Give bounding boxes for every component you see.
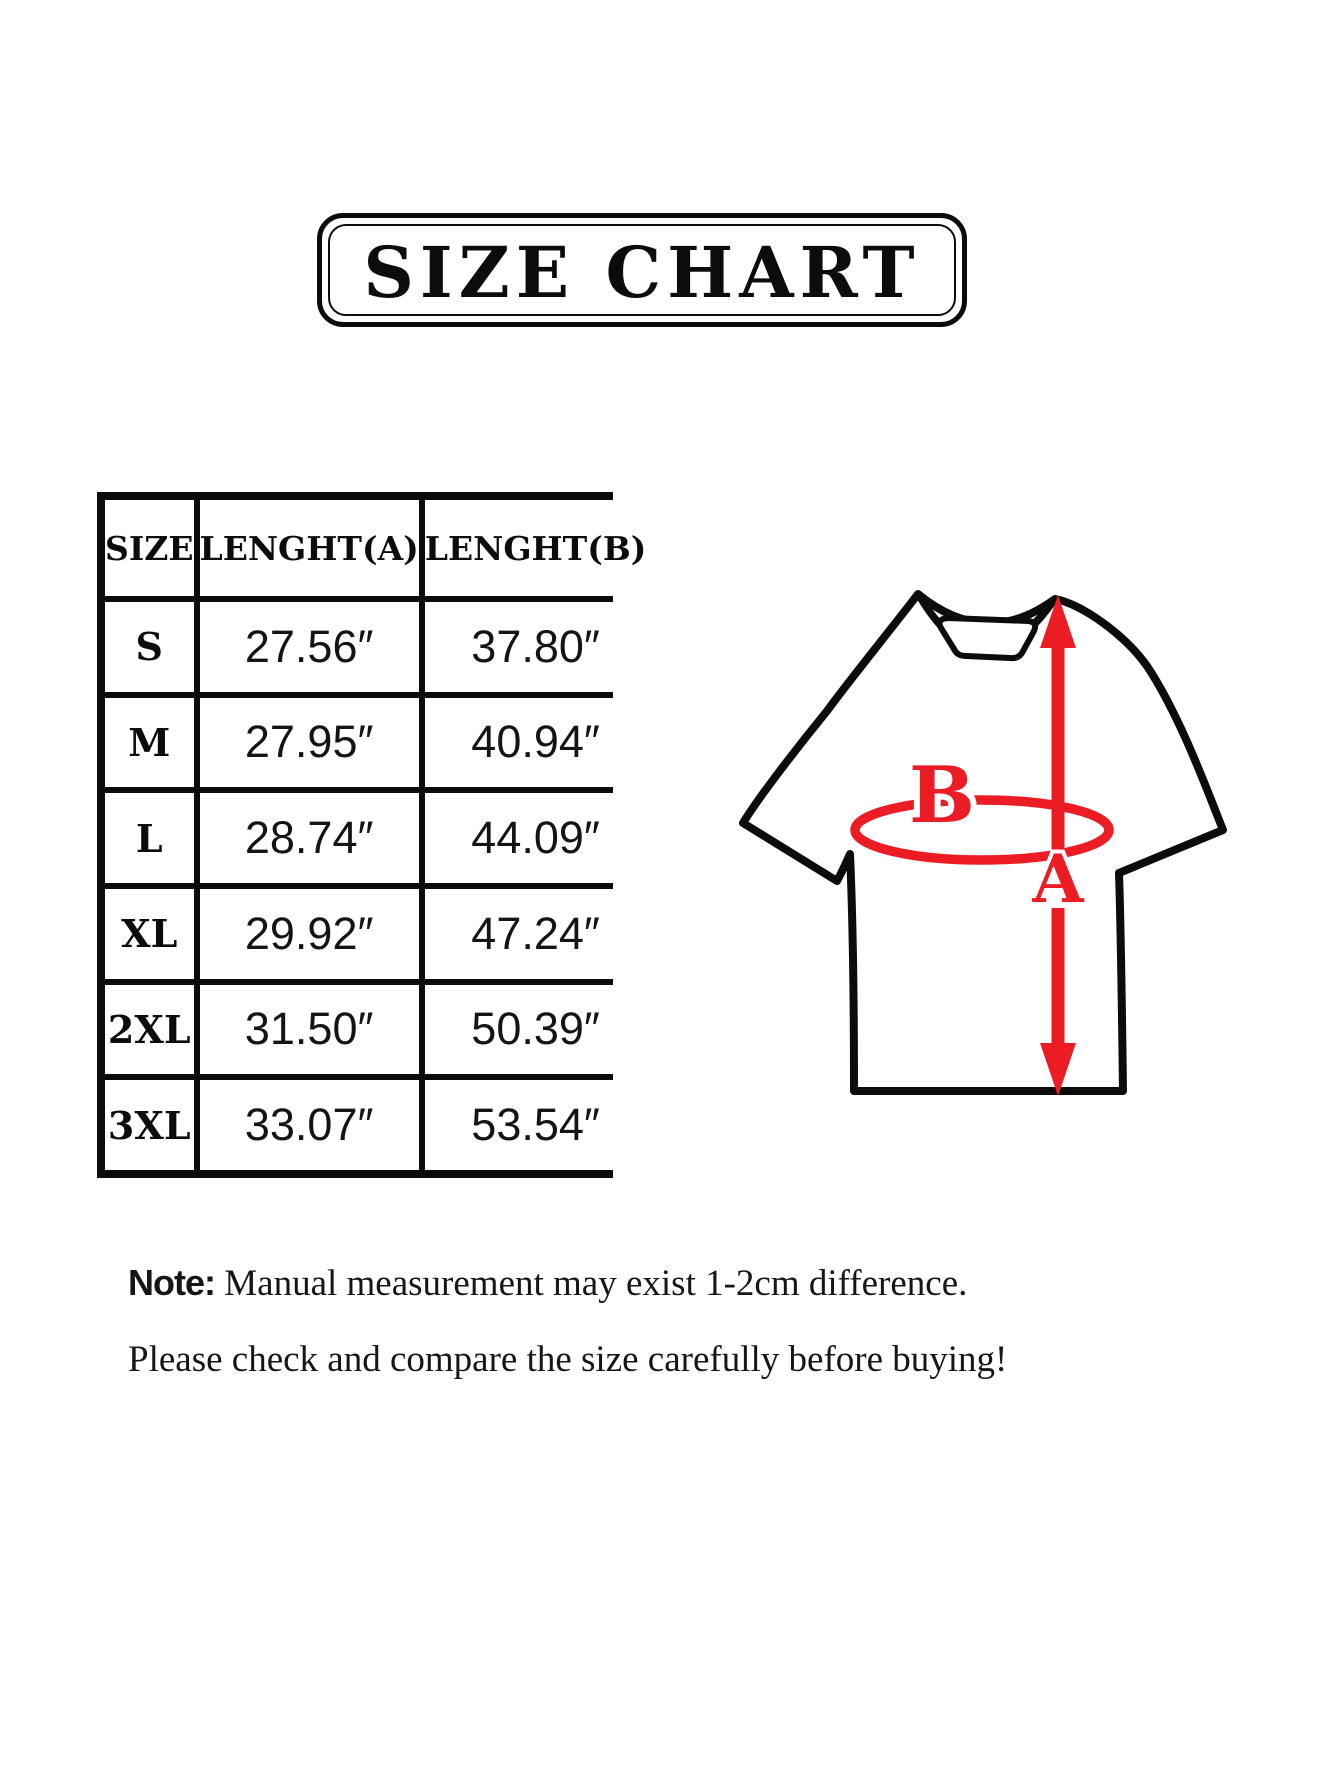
row-3xl-length-a: 33.07″ — [200, 1080, 419, 1170]
length-arrow-shaft-top — [1052, 642, 1065, 854]
row-3xl-length-b: 53.54″ — [425, 1080, 647, 1170]
table-header-length-a: LENGHT(A) — [200, 500, 419, 596]
row-l-size: L — [105, 793, 194, 883]
table-header-length-b: LENGHT(B) — [425, 500, 647, 596]
note-prefix: Note: — [128, 1262, 215, 1303]
tshirt-diagram — [630, 492, 1290, 1122]
row-s-size: S — [105, 602, 194, 692]
size-chart-title-box — [317, 213, 967, 327]
tshirt-outline — [743, 594, 1223, 1091]
label-b: B — [909, 750, 975, 841]
row-m-length-b: 40.94″ — [425, 698, 647, 788]
size-table — [97, 492, 647, 1178]
row-2xl-length-b: 50.39″ — [425, 985, 647, 1075]
row-m-size: M — [105, 698, 194, 788]
page-title: SIZE CHART — [363, 230, 921, 314]
row-s-length-b: 37.80″ — [425, 602, 647, 692]
tshirt-svg — [630, 492, 1290, 1122]
row-s-length-a: 27.56″ — [200, 602, 419, 692]
note-line-2: Please check and compare the size carefully before buying! — [128, 1339, 1008, 1380]
length-arrow-shaft-bottom — [1052, 908, 1065, 1044]
row-xl-length-b: 47.24″ — [425, 889, 647, 979]
row-xl-length-a: 29.92″ — [200, 889, 419, 979]
row-m-length-a: 27.95″ — [200, 698, 419, 788]
note-line-1 — [128, 1262, 967, 1305]
label-a: A — [1032, 840, 1084, 918]
row-2xl-size: 2XL — [105, 985, 194, 1075]
table-header-size: SIZE — [105, 500, 194, 596]
row-xl-size: XL — [105, 889, 194, 979]
note-text-1: Manual measurement may exist 1-2cm difference. — [215, 1263, 968, 1304]
collar-opening — [940, 618, 1036, 658]
row-l-length-b: 44.09″ — [425, 793, 647, 883]
row-3xl-size: 3XL — [105, 1080, 194, 1170]
row-2xl-length-a: 31.50″ — [200, 985, 419, 1075]
row-l-length-a: 28.74″ — [200, 793, 419, 883]
